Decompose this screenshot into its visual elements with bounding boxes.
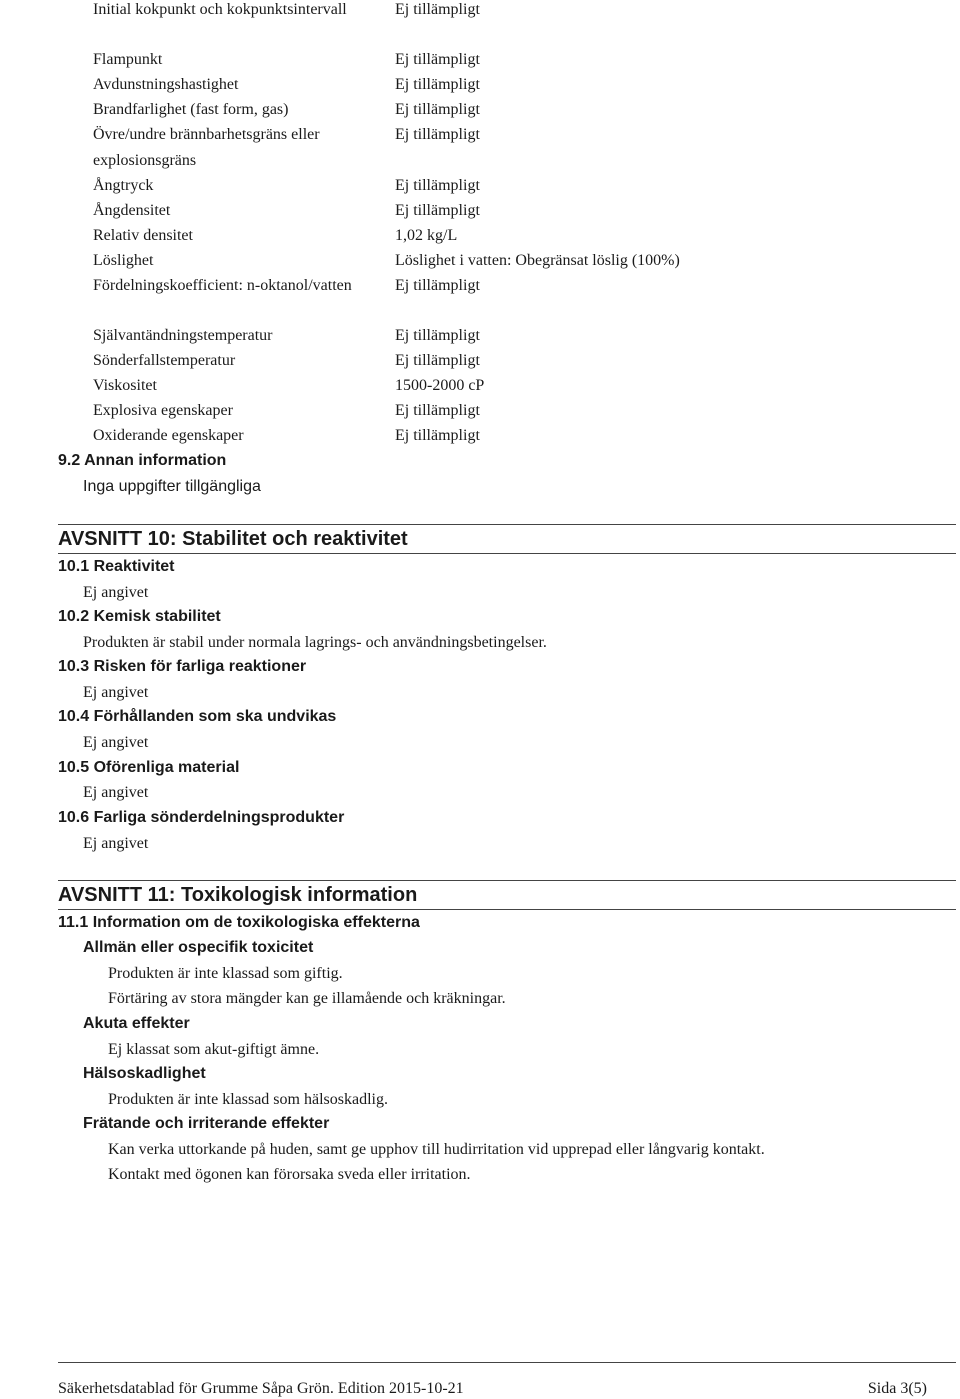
subsection-heading-10-3: 10.3 Risken för farliga reaktioner (58, 658, 307, 675)
subsection-heading-10-2: 10.2 Kemisk stabilitet (58, 608, 221, 625)
prop-value-explosive-properties: Ej tillämpligt (395, 402, 480, 419)
prop-value-decomposition-temp: Ej tillämpligt (395, 352, 480, 369)
subsection-text-9-2: Inga uppgifter tillgängliga (83, 478, 261, 495)
group-text-general-toxicity-1: Produkten är inte klassad som giftig. (108, 965, 343, 982)
prop-label-decomposition-temp: Sönderfallstemperatur (93, 352, 236, 369)
group-heading-general-toxicity: Allmän eller ospecifik toxicitet (83, 939, 314, 956)
footer-divider (58, 1362, 956, 1363)
footer-document-title: Säkerhetsdatablad för Grumme Såpa Grön. Edition 2015-10-21 (58, 1380, 464, 1397)
subsection-heading-10-5: 10.5 Oförenliga material (58, 759, 240, 776)
prop-value-flammability: Ej tillämpligt (395, 101, 480, 118)
group-heading-corrosive-irritant: Frätande och irriterande effekter (83, 1115, 330, 1132)
section-header-10 (58, 524, 956, 554)
subsection-heading-10-1: 10.1 Reaktivitet (58, 558, 175, 575)
prop-value-oxidising-properties: Ej tillämpligt (395, 427, 480, 444)
prop-label-autoignition-temp: Självantändningstemperatur (93, 327, 273, 344)
prop-label-explosion-limits-cont: explosionsgräns (93, 152, 197, 169)
prop-value-explosion-limits: Ej tillämpligt (395, 126, 480, 143)
section-header-11 (58, 880, 956, 910)
group-text-general-toxicity-2: Förtäring av stora mängder kan ge illamående och kräkningar. (108, 990, 506, 1007)
prop-value-vapour-pressure: Ej tillämpligt (395, 177, 480, 194)
prop-label-flammability: Brandfarlighet (fast form, gas) (93, 101, 289, 118)
prop-value-flash-point: Ej tillämpligt (395, 51, 480, 68)
prop-value-vapour-density: Ej tillämpligt (395, 202, 480, 219)
group-heading-health-hazard: Hälsoskadlighet (83, 1065, 206, 1082)
group-text-corrosive-irritant-2: Kontakt med ögonen kan förorsaka sveda eller irritation. (108, 1166, 471, 1183)
prop-value-relative-density: 1,02 kg/L (395, 227, 458, 244)
subsection-text-10-3: Ej angivet (83, 684, 149, 701)
section-title-11: AVSNITT 11: Toxikologisk information (58, 884, 418, 906)
prop-label-flash-point: Flampunkt (93, 51, 163, 68)
prop-label-explosive-properties: Explosiva egenskaper (93, 402, 233, 419)
group-text-corrosive-irritant-1: Kan verka uttorkande på huden, samt ge upphov till hudirritation vid upprepad eller långvarig kontakt. (108, 1141, 765, 1158)
subsection-text-10-1: Ej angivet (83, 584, 149, 601)
prop-value-autoignition-temp: Ej tillämpligt (395, 327, 480, 344)
prop-label-viscosity: Viskositet (93, 377, 157, 394)
prop-label-partition-coefficient: Fördelningskoefficient: n-oktanol/vatten (93, 277, 352, 294)
subsection-heading-10-4: 10.4 Förhållanden som ska undvikas (58, 708, 337, 725)
prop-label-initial-boiling-point: Initial kokpunkt och kokpunktsintervall (93, 1, 347, 18)
prop-value-solubility: Löslighet i vatten: Obegränsat löslig (100%) (395, 252, 680, 269)
group-heading-acute-effects: Akuta effekter (83, 1015, 190, 1032)
prop-label-oxidising-properties: Oxiderande egenskaper (93, 427, 244, 444)
subsection-text-10-4: Ej angivet (83, 734, 149, 751)
footer-page-number: Sida 3(5) (867, 1380, 927, 1397)
subsection-text-10-6: Ej angivet (83, 835, 149, 852)
prop-label-relative-density: Relativ densitet (93, 227, 193, 244)
prop-value-initial-boiling-point: Ej tillämpligt (395, 1, 480, 18)
subsection-heading-11-1: 11.1 Information om de toxikologiska effekterna (58, 914, 420, 931)
prop-label-evaporation-rate: Avdunstningshastighet (93, 76, 239, 93)
group-text-health-hazard-1: Produkten är inte klassad som hälsoskadlig. (108, 1091, 388, 1108)
subsection-heading-9-2: 9.2 Annan information (58, 452, 227, 469)
subsection-text-10-2: Produkten är stabil under normala lagrings- och användningsbetingelser. (83, 634, 547, 651)
group-text-acute-effects-1: Ej klassat som akut-giftigt ämne. (108, 1041, 320, 1058)
subsection-text-10-5: Ej angivet (83, 784, 149, 801)
prop-value-viscosity: 1500-2000 cP (395, 377, 485, 394)
prop-value-partition-coefficient: Ej tillämpligt (395, 277, 480, 294)
prop-label-vapour-pressure: Ångtryck (93, 177, 154, 194)
prop-label-explosion-limits: Övre/undre brännbarhetsgräns eller (93, 126, 320, 143)
subsection-heading-10-6: 10.6 Farliga sönderdelningsprodukter (58, 809, 345, 826)
prop-label-solubility: Löslighet (93, 252, 154, 269)
prop-label-vapour-density: Ångdensitet (93, 202, 171, 219)
section-title-10: AVSNITT 10: Stabilitet och reaktivitet (58, 528, 408, 550)
prop-value-evaporation-rate: Ej tillämpligt (395, 76, 480, 93)
